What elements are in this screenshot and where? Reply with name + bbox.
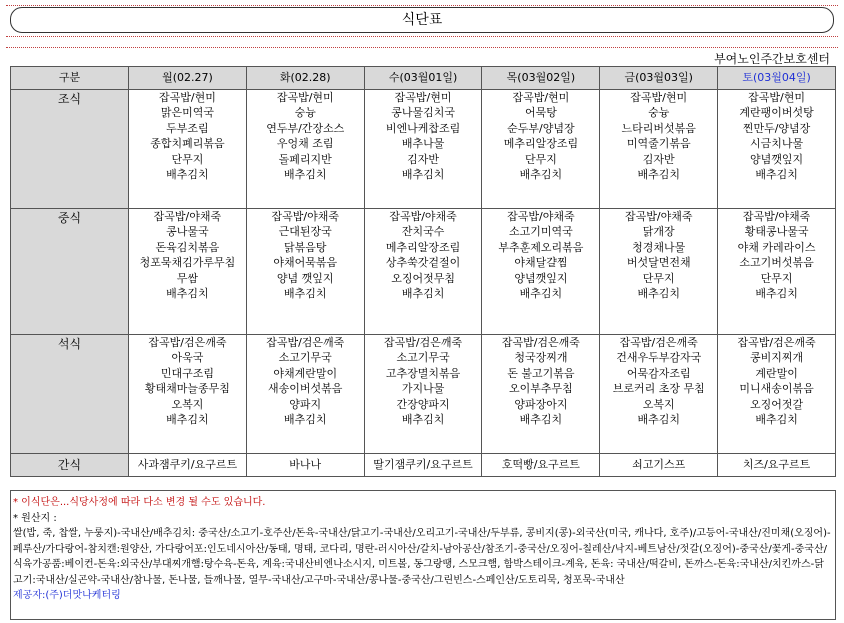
snack-cell: 바나나 bbox=[246, 454, 364, 477]
menu-item: 양파지 bbox=[289, 397, 322, 411]
menu-item: 잡곡밥/야채죽 bbox=[389, 210, 457, 223]
menu-item: 잡곡밥/현미 bbox=[630, 91, 688, 104]
menu-item: 닭볶음탕 bbox=[283, 240, 327, 254]
menu-item: 배추김치 bbox=[401, 168, 445, 182]
menu-cell bbox=[364, 335, 482, 454]
menu-item: 계란팽이버섯탕 bbox=[739, 106, 814, 120]
menu-cell bbox=[129, 209, 247, 335]
menu-item: 계란말이 bbox=[755, 366, 798, 380]
menu-item: 소고기버섯볶음 bbox=[739, 256, 814, 270]
menu-item: 배추김치 bbox=[283, 168, 327, 182]
menu-item: 돌페리지반 bbox=[278, 152, 332, 166]
menu-item: 근대된장국 bbox=[278, 225, 332, 239]
menu-cell bbox=[600, 335, 718, 454]
menu-table bbox=[10, 66, 836, 477]
menu-item: 청경채나물 bbox=[632, 240, 686, 254]
menu-item: 잡곡밥/야채죽 bbox=[624, 210, 693, 223]
menu-cell bbox=[482, 90, 600, 209]
lunch-row bbox=[11, 209, 836, 335]
meal-label: 간식 bbox=[11, 454, 129, 477]
menu-cell bbox=[364, 90, 482, 209]
menu-item: 양념깻잎지 bbox=[514, 271, 568, 285]
menu-item: 배추김치 bbox=[283, 413, 327, 427]
menu-item: 오복지 bbox=[171, 397, 204, 411]
day-header-tue: 화(02.28) bbox=[246, 67, 364, 90]
menu-item: 상추쑥갓겉절이 bbox=[385, 256, 461, 270]
menu-item: 숭늉 bbox=[294, 106, 316, 120]
menu-item: 배추김치 bbox=[755, 413, 798, 427]
menu-item: 부추훈제오리볶음 bbox=[498, 240, 584, 254]
menu-item: 돈 불고기볶음 bbox=[507, 366, 575, 380]
menu-item: 김자반 bbox=[642, 152, 675, 166]
menu-item: 고추장멸치볶음 bbox=[385, 366, 461, 380]
menu-item: 소고기미역국 bbox=[509, 225, 573, 239]
menu-item: 잔치국수 bbox=[401, 225, 445, 239]
menu-item: 잡곡밥/검은깨죽 bbox=[266, 336, 345, 349]
menu-item: 잡곡밥/현미 bbox=[512, 91, 570, 104]
menu-item: 잡곡밥/검은깨죽 bbox=[501, 336, 580, 349]
dinner-row bbox=[11, 335, 836, 454]
center-name: 부여노인주간보호센터 bbox=[714, 52, 830, 66]
menu-item: 건새우두부감자국 bbox=[616, 351, 702, 365]
menu-item: 민대구조림 bbox=[160, 366, 214, 380]
menu-item: 메추리알장조림 bbox=[503, 137, 579, 151]
menu-cell bbox=[246, 209, 364, 335]
menu-item: 배추김치 bbox=[519, 413, 563, 427]
menu-item: 배추김치 bbox=[637, 413, 680, 427]
menu-item: 야채어묵볶음 bbox=[273, 256, 338, 270]
menu-item: 메추리알장조림 bbox=[385, 240, 461, 254]
menu-item: 배추김치 bbox=[637, 168, 680, 182]
menu-item: 새송이버섯볶음 bbox=[268, 382, 343, 396]
menu-item: 배추김치 bbox=[401, 287, 445, 301]
menu-item: 맑은미역국 bbox=[160, 106, 214, 120]
menu-item: 양념 깻잎지 bbox=[276, 271, 334, 285]
menu-item: 잡곡밥/야채죽 bbox=[507, 210, 575, 223]
day-header-fri: 금(03월03일) bbox=[600, 67, 718, 90]
menu-item: 소고기무국 bbox=[278, 351, 332, 365]
menu-cell bbox=[246, 335, 364, 454]
menu-item: 오징어젓무침 bbox=[391, 271, 455, 285]
menu-item: 배추나물 bbox=[401, 137, 445, 151]
page-title: 식단표 bbox=[10, 7, 834, 33]
meal-label: 조식 bbox=[11, 90, 129, 209]
menu-item: 느타리버섯볶음 bbox=[621, 121, 696, 135]
menu-item: 배추김치 bbox=[401, 413, 445, 427]
menu-item: 야채달걀찜 bbox=[514, 256, 568, 270]
menu-item: 잡곡밥/야채죽 bbox=[153, 210, 222, 223]
meal-label: 석식 bbox=[11, 335, 129, 454]
menu-item: 종합치폐리볶음 bbox=[150, 137, 225, 151]
menu-item: 두부조림 bbox=[166, 121, 209, 135]
menu-item: 가지나물 bbox=[401, 382, 445, 396]
corner-header: 구분 bbox=[11, 67, 129, 90]
menu-item: 잡곡밥/현미 bbox=[158, 91, 216, 104]
menu-item: 오이부추무침 bbox=[509, 382, 573, 396]
menu-item: 배추김치 bbox=[519, 287, 563, 301]
menu-item: 잡곡밥/검은깨죽 bbox=[737, 336, 816, 349]
menu-cell bbox=[129, 90, 247, 209]
menu-item: 어묵감자조림 bbox=[626, 366, 691, 380]
meal-label: 중식 bbox=[11, 209, 129, 335]
menu-item: 숭늉 bbox=[648, 106, 670, 120]
header-row bbox=[11, 67, 836, 90]
notes-box bbox=[10, 490, 836, 620]
snack-cell: 딸기잼쿠키/요구르트 bbox=[364, 454, 482, 477]
menu-item: 황태콩나물국 bbox=[744, 225, 809, 239]
menu-item: 무쌈 bbox=[176, 271, 199, 285]
menu-item: 잡곡밥/현미 bbox=[394, 91, 452, 104]
menu-item: 아욱국 bbox=[171, 351, 204, 365]
menu-item: 배추김치 bbox=[755, 287, 798, 301]
menu-cell bbox=[718, 90, 836, 209]
menu-cell bbox=[129, 335, 247, 454]
menu-item: 찐만두/양념장 bbox=[742, 121, 811, 135]
menu-item: 콩나물김치국 bbox=[391, 106, 455, 120]
menu-item: 우엉채 조림 bbox=[276, 137, 334, 151]
menu-item: 배추김치 bbox=[166, 168, 209, 182]
menu-item: 배추김치 bbox=[166, 287, 209, 301]
menu-item: 양념깻잎지 bbox=[750, 152, 804, 166]
menu-item: 잡곡밥/현미 bbox=[276, 91, 334, 104]
menu-item: 미니새송이볶음 bbox=[739, 382, 814, 396]
day-header-sat: 토(03월04일) bbox=[718, 67, 836, 90]
menu-item: 브로커리 초장 무침 bbox=[612, 382, 705, 396]
menu-item: 잡곡밥/야채죽 bbox=[742, 210, 811, 223]
menu-item: 버섯달면전채 bbox=[626, 256, 691, 270]
menu-item: 야채 카레라이스 bbox=[737, 240, 816, 254]
menu-item: 단무지 bbox=[642, 271, 675, 285]
snack-row bbox=[11, 454, 836, 477]
menu-item: 청국장찌개 bbox=[514, 351, 568, 365]
menu-item: 배추김치 bbox=[519, 168, 563, 182]
menu-item: 배추김치 bbox=[637, 287, 680, 301]
menu-item: 청포묵채김가루무침 bbox=[139, 256, 236, 270]
menu-item: 연두부/간장소스 bbox=[266, 121, 345, 135]
menu-item: 야채계란말이 bbox=[273, 366, 338, 380]
snack-cell: 쇠고기스프 bbox=[600, 454, 718, 477]
menu-item: 배추김치 bbox=[755, 168, 798, 182]
menu-item: 양파장아지 bbox=[514, 397, 568, 411]
breakfast-row bbox=[11, 90, 836, 209]
menu-cell bbox=[600, 90, 718, 209]
menu-item: 잡곡밥/야채죽 bbox=[271, 210, 339, 223]
menu-item: 시금치나물 bbox=[750, 137, 804, 151]
menu-item: 김자반 bbox=[407, 152, 440, 166]
menu-item: 잡곡밥/현미 bbox=[748, 91, 805, 104]
menu-cell bbox=[482, 209, 600, 335]
title-dotted-rule-2 bbox=[6, 47, 838, 48]
snack-cell: 치즈/요구르트 bbox=[718, 454, 836, 477]
origin-title: * 원산지 : bbox=[13, 512, 57, 524]
snack-cell: 호떡빵/요구르트 bbox=[482, 454, 600, 477]
day-header-mon: 월(02.27) bbox=[129, 67, 247, 90]
top-dotted-rule bbox=[6, 5, 838, 6]
menu-item: 돈육김치볶음 bbox=[155, 240, 220, 254]
menu-item: 비엔나케찹조림 bbox=[385, 121, 461, 135]
change-notice: * 이식단은...식당사정에 따라 다소 변경 될 수도 있습니다. bbox=[13, 497, 266, 508]
menu-item: 잡곡밥/검은깨죽 bbox=[148, 336, 227, 349]
menu-item: 잡곡밥/검은깨죽 bbox=[619, 336, 698, 349]
menu-item: 단무지 bbox=[760, 271, 793, 285]
menu-item: 단무지 bbox=[524, 152, 557, 166]
menu-cell bbox=[600, 209, 718, 335]
menu-item: 오복지 bbox=[642, 397, 675, 411]
title-dotted-rule bbox=[6, 36, 838, 37]
menu-cell bbox=[482, 335, 600, 454]
menu-item: 콩비지찌개 bbox=[750, 351, 804, 365]
menu-item: 미역줄기볶음 bbox=[626, 137, 691, 151]
day-header-wed: 수(03월01일) bbox=[364, 67, 482, 90]
supplier: 제공자:(주)더맛나케터링 bbox=[13, 590, 121, 601]
menu-cell bbox=[364, 209, 482, 335]
menu-item: 잡곡밥/검은깨죽 bbox=[384, 336, 463, 349]
origin-text: 쌀(밥, 죽, 찹쌀, 누룽지)-국내산/배추김치: 중국산/소고기-호주산/돈육-국내산/닭고기-국내산/오리고기-국내산/두부류, 콩비지(콩)-외국산(미국, 캐나다, 호주)/고등어-국내산/진미채(오징어)-페루산/가다랑어-참치캔:원양산, 가다랑어포:인도네시아산/동태, 명태, 코다리, 명란-러시아산/갈치-남아공산/참조기-중국산/오징어-칠레산/낙지-베트남산/젓갈(오징어)-중국산/꽃게-중국산/식육가공품:베이컨-돈육:외국산/부대찌개햄:탕수육-돈육, 계육:국내산비엔나소시지, 미트볼, 동그랑땡, 스모크햄, 함박스테이크-계육, 돈육: 국내산/떡갈비, 돈까스-돈육:국내산/치킨까스-닭고기:국내산/실곤약-국내산/참나물, 돈나물, 들깨나물, 열무-국내산/고구마-국내산/콩나물-중국산/그린빈스-스페인산/도토리묵, 청포묵-국내산 bbox=[13, 528, 831, 586]
menu-item: 오징어젓갈 bbox=[750, 397, 804, 411]
menu-cell bbox=[718, 335, 836, 454]
day-header-thu: 목(03월02일) bbox=[482, 67, 600, 90]
menu-item: 닭개장 bbox=[642, 225, 675, 239]
menu-item: 어묵탕 bbox=[524, 106, 557, 120]
menu-item: 배추김치 bbox=[166, 413, 209, 427]
menu-cell bbox=[246, 90, 364, 209]
menu-item: 소고기무국 bbox=[396, 351, 450, 365]
menu-item: 황태채마늘종무침 bbox=[144, 382, 230, 396]
menu-item: 단무지 bbox=[171, 152, 204, 166]
menu-item: 콩나물국 bbox=[166, 225, 209, 239]
menu-item: 배추김치 bbox=[283, 287, 327, 301]
menu-cell bbox=[718, 209, 836, 335]
menu-item: 순두부/양념장 bbox=[507, 121, 575, 135]
snack-cell: 사과잼쿠키/요구르트 bbox=[129, 454, 247, 477]
menu-item: 간장양파지 bbox=[396, 397, 450, 411]
